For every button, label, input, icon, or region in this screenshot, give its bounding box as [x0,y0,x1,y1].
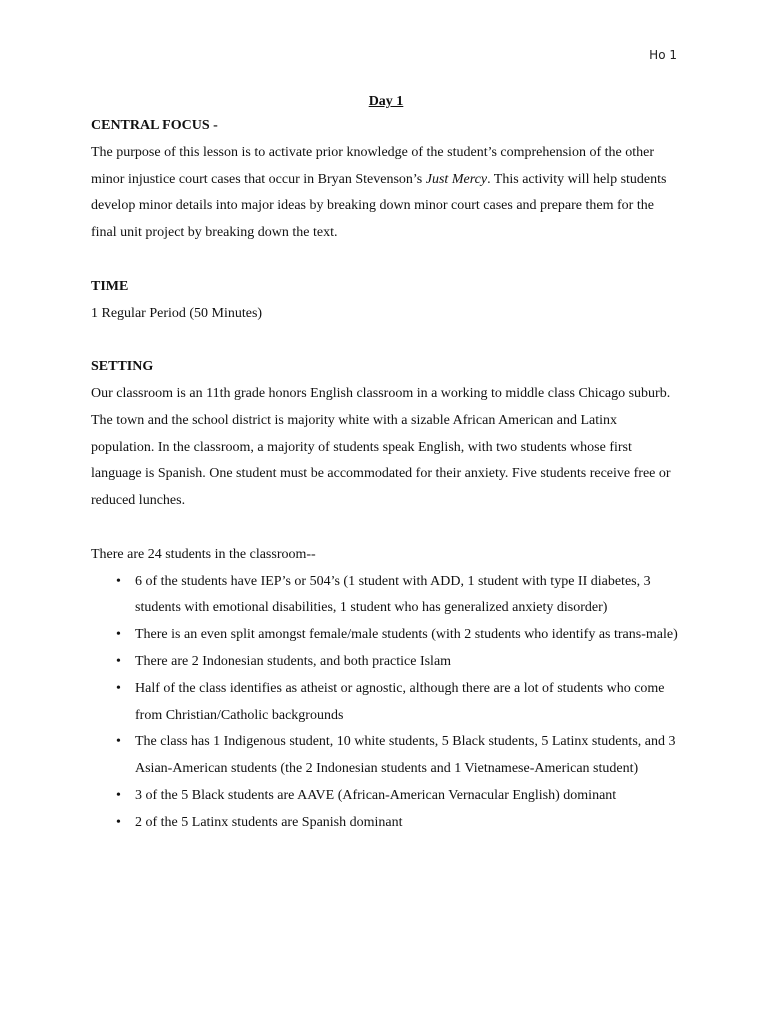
list-item: • 2 of the 5 Latinx students are Spanish dominant [135,810,681,837]
section-spacer [91,515,681,542]
central-focus-heading: CENTRAL FOCUS - [91,118,218,133]
list-item: • There are 2 Indonesian students, and both practice Islam [135,649,681,676]
list-item: • Half of the class identifies as atheist or agnostic, although there are a lot of students who come from Christian/Catholic backgrounds [135,676,681,730]
central-focus-text-end: . This activity will help students develop minor details into major ideas by breaking down minor court cases and prepare them for the final unit project by breaking down the text. [91,171,667,241]
students-intro: There are 24 students in the classroom-- [91,546,316,562]
section-spacer [91,327,681,354]
list-item: • 3 of the 5 Black students are AAVE (African-American Vernacular English) dominant [135,783,681,810]
list-item: • 6 of the students have IEP’s or 504’s (1 student with ADD, 1 student with type II diabetes, 3 students with emotional disabilities, 1 student who has generalized anxiety disorder) [135,569,681,623]
central-focus-paragraph [91,140,681,247]
time-heading: TIME [91,278,129,294]
book-title: Just Mercy [425,171,488,187]
list-item: • There is an even split amongst female/male students (with 2 students who identify as trans-male) [135,622,681,649]
central-focus-text-start: The purpose of this lesson is to activate prior knowledge of the student’s comprehension of the other minor injustice court cases that occur in Bryan Stevenson’s [91,144,654,187]
day-title: Day 1 [368,94,404,109]
student-demographics-list [91,569,681,837]
setting-paragraph: Our classroom is an 11th grade honors English classroom in a working to middle class Chicago suburb. The town and the school district is majority white with a sizable African American and Latinx population. In the classroom, a majority of students speak English, with two students whose first language is Spanish. One student must be accommodated for their anxiety. Five students receive free or reduced lunches. [91,385,671,509]
document-body [91,91,681,837]
page-number: Ho 1 [649,48,677,62]
section-spacer [91,247,681,274]
setting-heading: SETTING [91,359,154,375]
list-item: • The class has 1 Indigenous student, 10 white students, 5 Black students, 5 Latinx students, and 3 Asian-American students (the 2 Indonesian students and 1 Vietnamese-American student) [135,729,681,783]
time-text: 1 Regular Period (50 Minutes) [91,305,263,321]
